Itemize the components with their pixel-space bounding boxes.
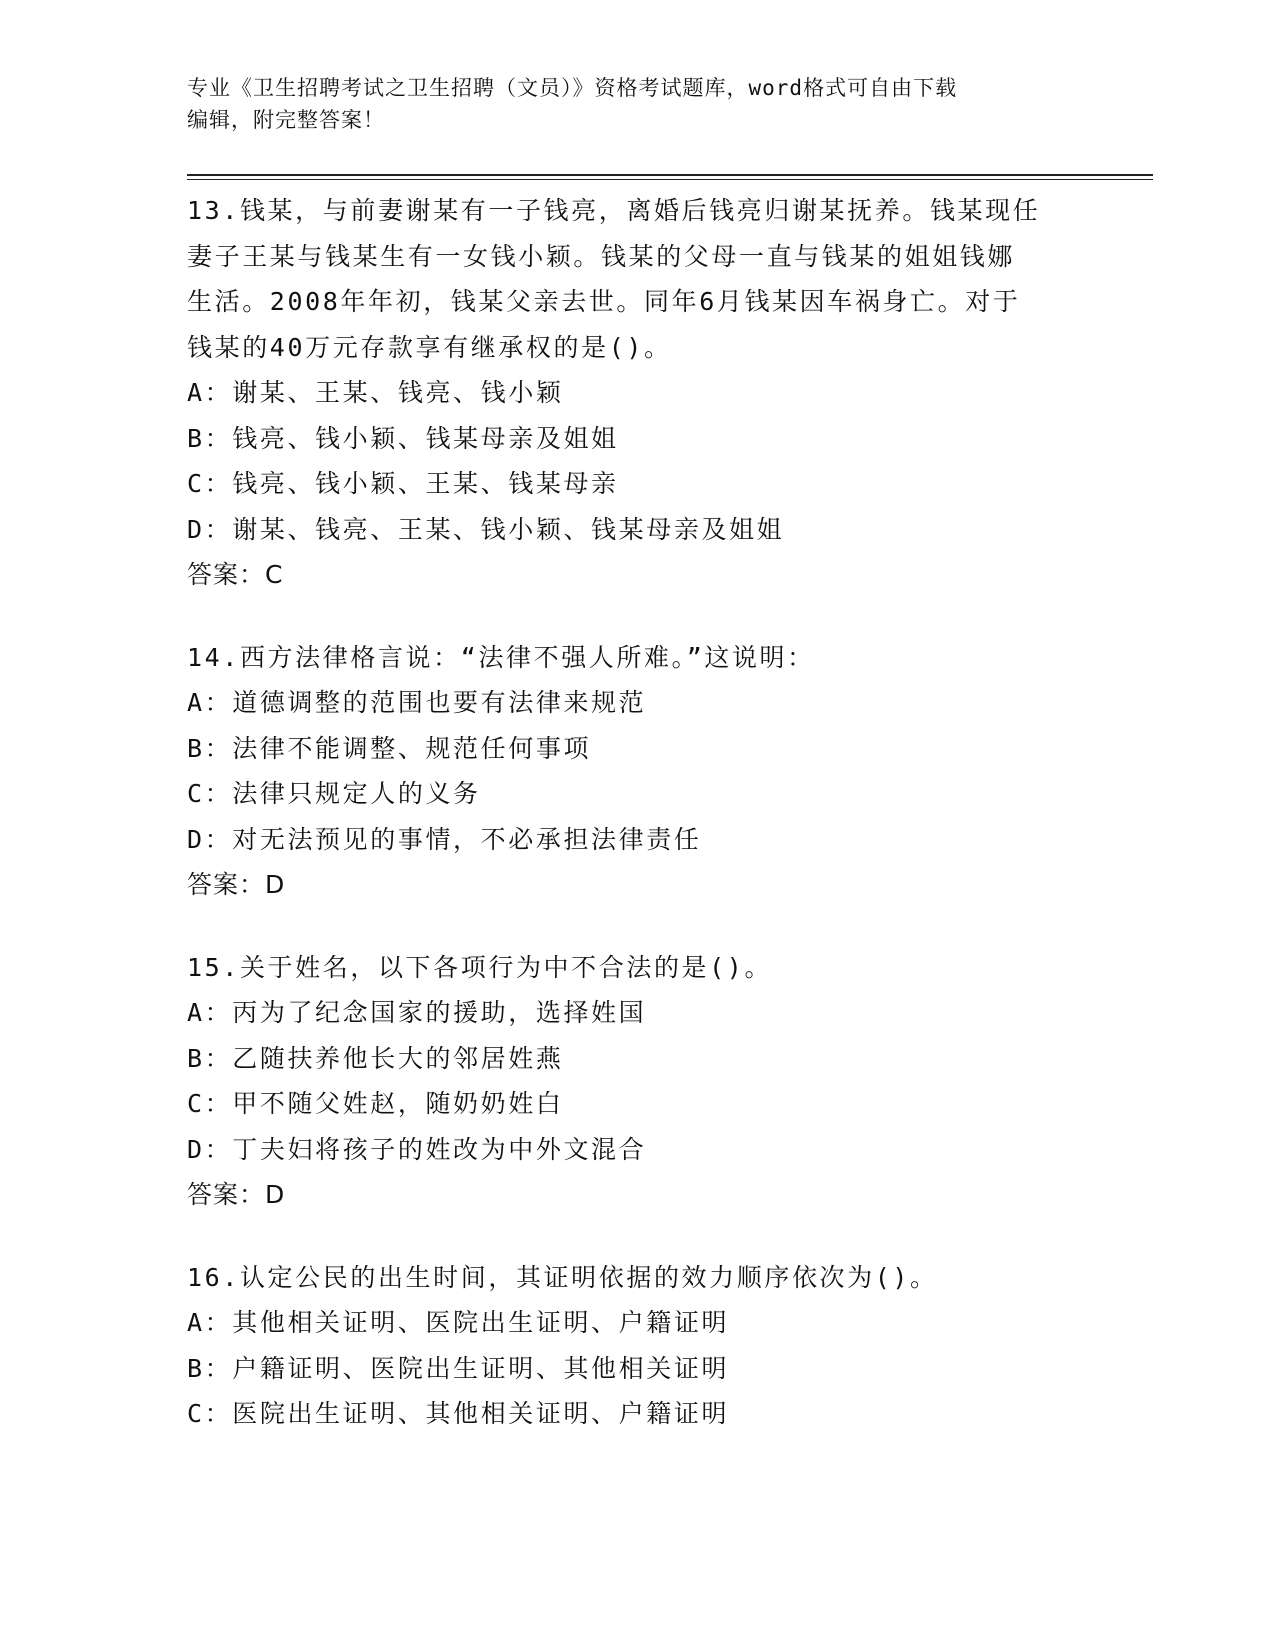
option-d: D：丁夫妇将孩子的姓改为中外文混合	[187, 1134, 647, 1164]
option-b: B：户籍证明、医院出生证明、其他相关证明	[187, 1353, 730, 1383]
option-c: C：甲不随父姓赵，随奶奶姓白	[187, 1089, 564, 1118]
question-stem-line: 16.认定公民的出生时间，其证明依据的效力顺序依次为()。	[187, 1262, 938, 1292]
question-list	[187, 188, 1087, 1474]
question-stem-line: 13.钱某，与前妻谢某有一子钱亮，离婚后钱亮归谢某抚养。钱某现任	[187, 196, 1041, 225]
header-line-1: 专业《卫生招聘考试之卫生招聘（文员）》资格考试题库，word格式可自由下载	[187, 76, 958, 100]
option-a: A：其他相关证明、医院出生证明、户籍证明	[187, 1308, 730, 1337]
answer-line: 答案：D	[187, 870, 286, 899]
header-line-2: 编辑，附完整答案！	[187, 108, 385, 132]
header-divider-thin	[187, 179, 1153, 180]
question-15	[187, 945, 1087, 1218]
option-b: B：钱亮、钱小颖、钱某母亲及姐姐	[187, 423, 619, 453]
question-16	[187, 1255, 1087, 1437]
option-c: C：医院出生证明、其他相关证明、户籍证明	[187, 1399, 730, 1428]
option-c: C：法律只规定人的义务	[187, 779, 481, 808]
answer-line: 答案：C	[187, 560, 284, 589]
question-stem-line: 生活。2008年年初，钱某父亲去世。同年6月钱某因车祸身亡。对于	[187, 287, 1021, 316]
question-14	[187, 635, 1087, 908]
option-a: A：丙为了纪念国家的援助，选择姓国	[187, 998, 647, 1027]
question-stem-line: 14.西方法律格言说：“法律不强人所难。”这说明：	[187, 642, 815, 672]
option-b: B：乙随扶养他长大的邻居姓燕	[187, 1043, 564, 1073]
question-stem-line: 妻子王某与钱某生有一女钱小颖。钱某的父母一直与钱某的姐姐钱娜	[187, 241, 1016, 271]
question-stem-line: 15.关于姓名，以下各项行为中不合法的是()。	[187, 952, 773, 982]
option-d: D：对无法预见的事情，不必承担法律责任	[187, 824, 702, 854]
answer-line: 答案：D	[187, 1180, 286, 1209]
header-divider-thick	[187, 174, 1153, 176]
option-d: D：谢某、钱亮、王某、钱小颖、钱某母亲及姐姐	[187, 514, 785, 544]
option-c: C：钱亮、钱小颖、王某、钱某母亲	[187, 469, 619, 498]
option-a: A：谢某、王某、钱亮、钱小颖	[187, 378, 564, 407]
option-b: B：法律不能调整、规范任何事项	[187, 733, 592, 763]
question-stem-line: 钱某的40万元存款享有继承权的是()。	[187, 332, 672, 362]
document-header	[187, 72, 1087, 136]
question-13	[187, 188, 1087, 598]
option-a: A：道德调整的范围也要有法律来规范	[187, 688, 647, 717]
